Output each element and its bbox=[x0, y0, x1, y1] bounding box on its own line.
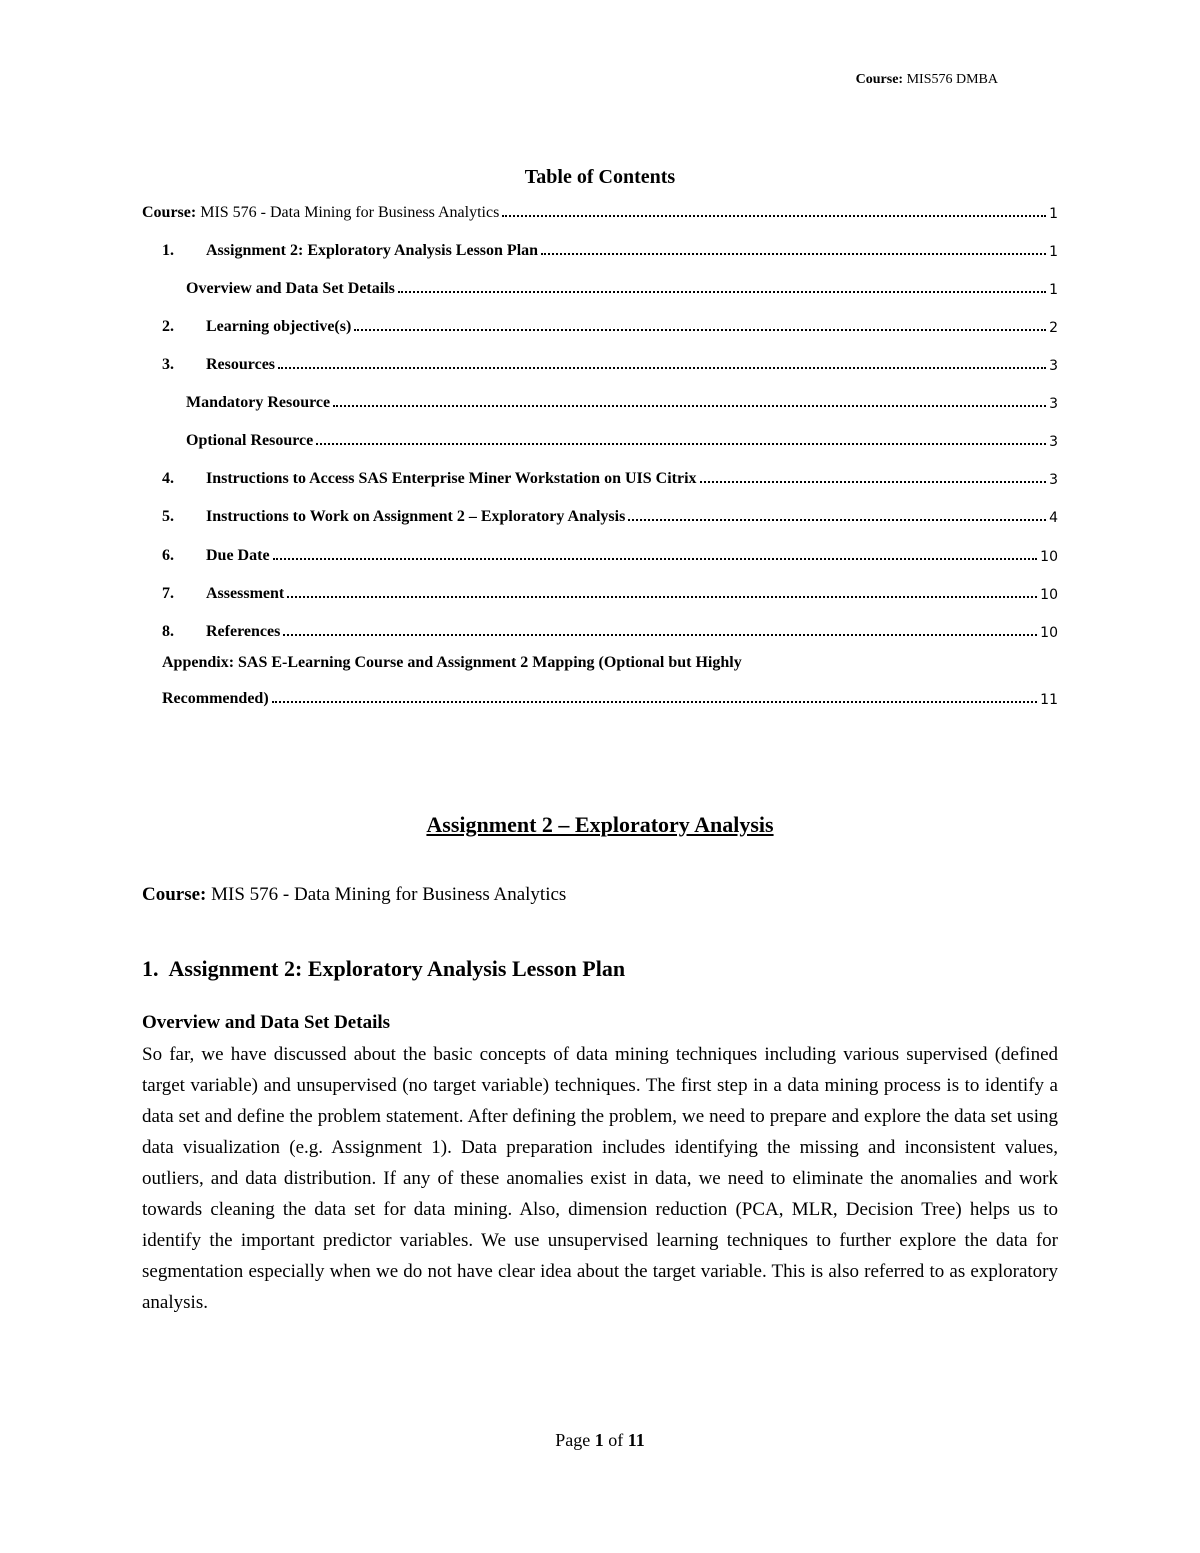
course-line bbox=[142, 884, 566, 906]
toc-page-number: 1 bbox=[1049, 206, 1058, 222]
toc-entry-number: 2. bbox=[162, 318, 174, 335]
toc-leader bbox=[628, 519, 1046, 521]
toc-leader bbox=[398, 291, 1046, 293]
toc-leader bbox=[273, 558, 1038, 560]
toc-entry-text: Assessment bbox=[206, 585, 285, 602]
course-value: MIS 576 - Data Mining for Business Analytics bbox=[211, 884, 567, 905]
toc-entry-text: Due Date bbox=[206, 547, 270, 564]
toc-title: Table of Contents bbox=[524, 166, 676, 188]
toc-entry-text: Instructions to Work on Assignment 2 – Exploratory Analysis bbox=[206, 508, 626, 525]
toc-page-number: 3 bbox=[1049, 358, 1058, 374]
toc-page-number: 10 bbox=[1040, 625, 1058, 641]
toc-entry-text: Instructions to Access SAS Enterprise Miner Workstation on UIS Citrix bbox=[206, 470, 697, 487]
toc-leader bbox=[700, 481, 1047, 483]
toc-page-number: 3 bbox=[1049, 472, 1058, 488]
toc-page-number: 11 bbox=[1040, 692, 1058, 708]
footer-page-word: Page bbox=[555, 1430, 591, 1450]
toc-entry-number: 4. bbox=[162, 470, 174, 487]
toc-entry-text: Resources bbox=[206, 356, 276, 373]
toc-entry-5[interactable] bbox=[162, 500, 1058, 526]
toc-entry-6[interactable] bbox=[162, 539, 1058, 565]
toc-entry-number: 5. bbox=[162, 508, 174, 525]
toc-entry-text: Learning objective(s) bbox=[206, 318, 352, 335]
toc-course-label: Course: bbox=[142, 204, 197, 221]
running-header bbox=[700, 72, 998, 88]
toc-entry-1[interactable] bbox=[162, 234, 1058, 260]
toc-entry-number: 7. bbox=[162, 585, 174, 602]
toc-entry-overview[interactable] bbox=[186, 272, 1058, 298]
toc-leader bbox=[278, 367, 1046, 369]
toc-entry-appendix-line1[interactable]: Appendix: SAS E-Learning Course and Assignment 2 Mapping (Optional but Highly bbox=[162, 654, 742, 671]
section-title: Assignment 2: Exploratory Analysis Lesson Plan bbox=[168, 956, 626, 981]
toc-entry-optional[interactable] bbox=[186, 424, 1058, 450]
document-title: Assignment 2 – Exploratory Analysis bbox=[426, 812, 774, 837]
toc-entry-text: MIS 576 - Data Mining for Business Analytics bbox=[200, 204, 500, 221]
toc-entry-course[interactable] bbox=[142, 196, 1058, 222]
toc-entry-3[interactable] bbox=[162, 348, 1058, 374]
toc-entry-text: Mandatory Resource bbox=[186, 394, 331, 411]
subsection-heading: Overview and Data Set Details bbox=[142, 1012, 391, 1033]
toc-page-number: 10 bbox=[1040, 549, 1058, 565]
toc-page-number: 2 bbox=[1049, 320, 1058, 336]
toc-entry-7[interactable] bbox=[162, 577, 1058, 603]
page-footer bbox=[0, 1430, 1200, 1451]
footer-page-number: 1 bbox=[594, 1430, 604, 1450]
footer-of-word: of bbox=[608, 1430, 624, 1450]
toc-entry-2[interactable] bbox=[162, 310, 1058, 336]
course-label: Course: bbox=[142, 884, 207, 905]
toc-page-number: 3 bbox=[1049, 434, 1058, 450]
toc-leader bbox=[287, 596, 1037, 598]
toc-leader bbox=[354, 329, 1046, 331]
header-course-label: Course: bbox=[855, 72, 904, 87]
toc-entry-text: Optional Resource bbox=[186, 432, 314, 449]
toc-entry-text: Recommended) bbox=[162, 690, 269, 707]
toc-entry-8[interactable] bbox=[162, 615, 1058, 641]
toc-page-number: 1 bbox=[1049, 282, 1058, 298]
section-number: 1. bbox=[142, 956, 159, 981]
toc-entry-text: References bbox=[206, 623, 281, 640]
toc-page-number: 10 bbox=[1040, 587, 1058, 603]
toc-leader bbox=[502, 215, 1046, 217]
toc-leader bbox=[272, 701, 1038, 703]
toc-leader bbox=[283, 634, 1037, 636]
body-paragraph: So far, we have discussed about the basic concepts of data mining techniques including various supervised (defined target variable) and unsupervised (no target variable) techniques. The first step in a data mining process is to identify a data set and define the problem statement. After defining the problem, we need to prepare and explore the data set using data visualization (e.g. Assignment 1). Data preparation includes identifying the missing and inconsistent values, outliers, and data distribution. If any of these anomalies exist in data, we need to eliminate the anomalies and work towards cleaning the data set for data mining. Also, dimension reduction (PCA, MLR, Decision Tree) helps us to identify the important predictor variables. We use unsupervised learning techniques to further explore the data for segmentation especially when we do not have clear idea about the target variable. This is also referred to as exploratory analysis. bbox=[142, 1044, 1058, 1313]
toc-entry-text: Overview and Data Set Details bbox=[186, 280, 395, 297]
toc-page-number: 4 bbox=[1049, 510, 1058, 526]
toc-entry-appendix[interactable] bbox=[162, 682, 1058, 708]
footer-total-pages: 11 bbox=[627, 1430, 645, 1450]
section-heading-1 bbox=[142, 956, 625, 982]
header-course-value: MIS576 DMBA bbox=[906, 72, 998, 87]
toc-entry-4[interactable] bbox=[162, 462, 1058, 488]
toc-page-number: 3 bbox=[1049, 396, 1058, 412]
toc-entry-number: 1. bbox=[162, 242, 174, 259]
toc-leader bbox=[541, 253, 1046, 255]
toc-leader bbox=[316, 443, 1046, 445]
toc-entry-number: 8. bbox=[162, 623, 174, 640]
toc-entry-text: Assignment 2: Exploratory Analysis Lesson Plan bbox=[206, 242, 539, 259]
toc-entry-mandatory[interactable] bbox=[186, 386, 1058, 412]
toc-entry-number: 3. bbox=[162, 356, 174, 373]
toc-entry-number: 6. bbox=[162, 547, 174, 564]
toc-page-number: 1 bbox=[1049, 244, 1058, 260]
toc-leader bbox=[333, 405, 1046, 407]
